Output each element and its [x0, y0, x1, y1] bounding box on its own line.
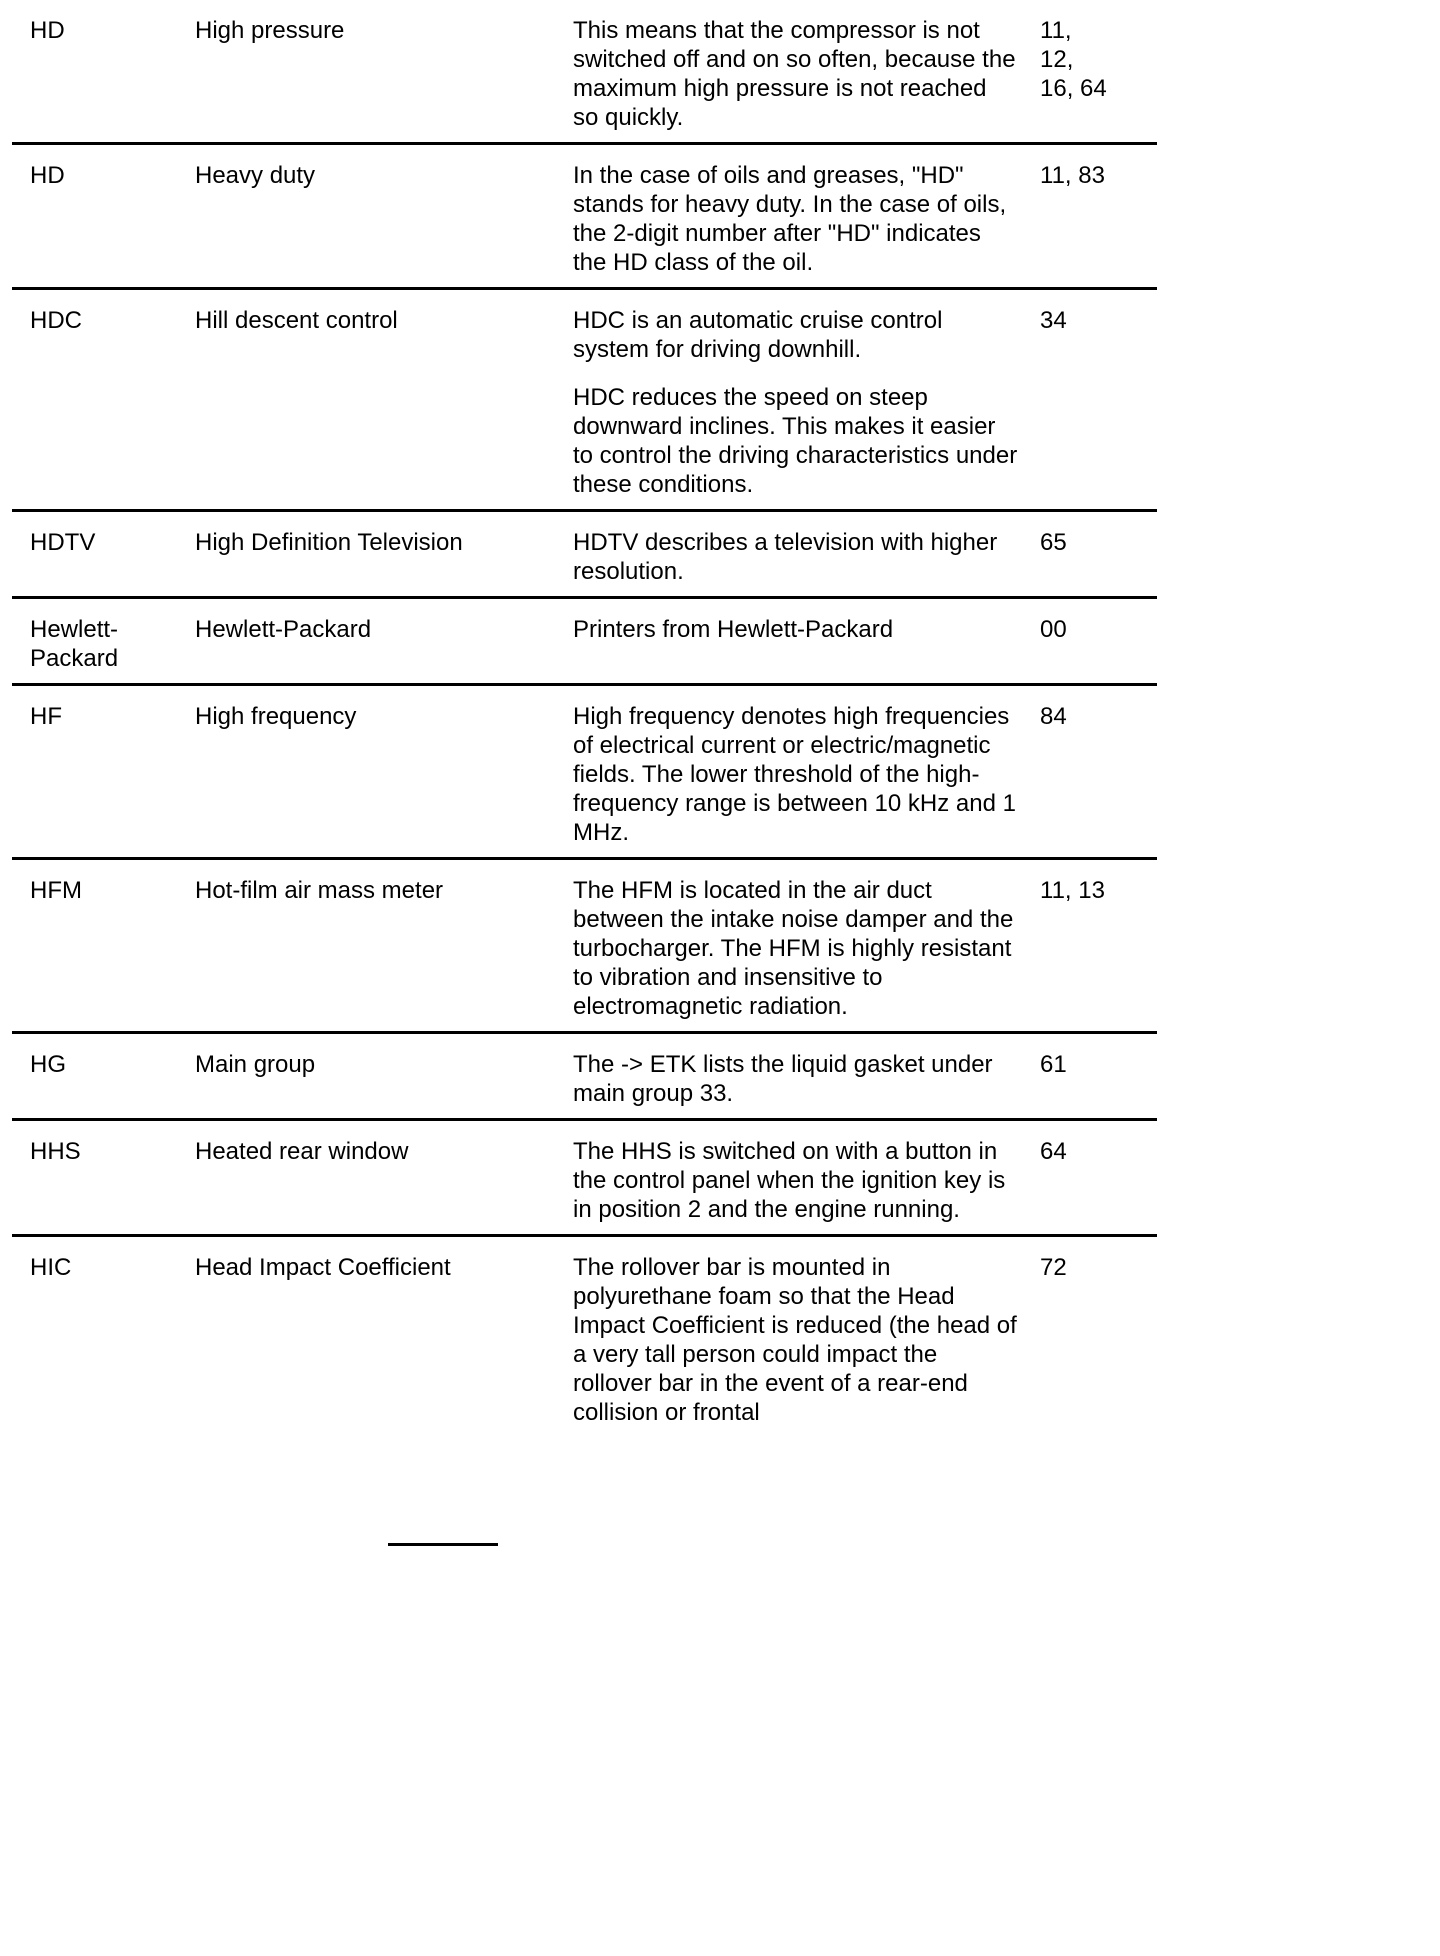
term-cell: Head Impact Coefficient	[195, 1254, 451, 1281]
page-number-line: 64	[1040, 1138, 1067, 1165]
pages-cell	[1040, 615, 1157, 644]
table-row	[12, 145, 1157, 290]
table-row	[12, 1034, 1157, 1121]
table-row	[12, 290, 1157, 512]
description-paragraph: The -> ETK lists the liquid gasket under main group 33.	[573, 1051, 993, 1107]
term-cell: Heavy duty	[195, 162, 316, 189]
pages-cell	[1040, 876, 1157, 905]
pages-cell	[1040, 306, 1157, 335]
description-cell	[573, 702, 1030, 847]
page-number-line: 84	[1040, 703, 1067, 730]
description-paragraph: The HFM is located in the air duct between the intake noise damper and the turbocharger. The HFM is highly resistant to vibration and insensitive to electromagnetic radiation.	[573, 877, 1014, 1020]
table-row	[12, 512, 1157, 599]
description-cell	[573, 876, 1030, 1021]
description-paragraph: The HHS is switched on with a button in the control panel when the ignition key is in position 2 and the engine running.	[573, 1138, 1006, 1223]
pages-cell	[1040, 161, 1157, 190]
pages-cell	[1040, 1253, 1157, 1282]
description-cell	[573, 1137, 1030, 1224]
abbreviation-cell: HD	[30, 162, 65, 189]
page-number-line: 72	[1040, 1254, 1067, 1281]
table-row	[12, 0, 1157, 145]
pages-cell	[1040, 16, 1157, 103]
description-paragraph: Printers from Hewlett-Packard	[573, 616, 894, 643]
description-cell	[573, 1050, 1030, 1108]
description-paragraph: This means that the compressor is not switched off and on so often, because the maximum high pressure is not reached so quickly.	[573, 17, 1016, 131]
pages-cell	[1040, 1050, 1157, 1079]
abbreviation-cell: HHS	[30, 1138, 81, 1165]
page-number-line: 12,	[1040, 46, 1074, 73]
description-cell	[573, 528, 1030, 586]
page-number-line: 16, 64	[1040, 75, 1107, 102]
abbreviation-cell: Hewlett-Packard	[30, 616, 119, 672]
term-cell: Heated rear window	[195, 1138, 409, 1165]
page-number-line: 11,	[1040, 17, 1072, 44]
table-row	[12, 1121, 1157, 1237]
page-number-line: 61	[1040, 1051, 1067, 1078]
page-number-line: 11, 83	[1040, 162, 1105, 189]
scan-artifact-line	[388, 1543, 498, 1546]
term-cell: High Definition Television	[195, 529, 463, 556]
description-paragraph: HDC is an automatic cruise control system for driving downhill.	[573, 307, 943, 363]
term-cell: Hot-film air mass meter	[195, 877, 444, 904]
description-paragraph: In the case of oils and greases, "HD" stands for heavy duty. In the case of oils, the 2-digit number after "HD" indicates the HD class of the oil.	[573, 162, 1007, 276]
abbreviation-cell: HDTV	[30, 529, 96, 556]
pages-cell	[1040, 702, 1157, 731]
abbreviation-cell: HFM	[30, 877, 82, 904]
abbreviation-cell: HDC	[30, 307, 82, 334]
abbreviation-cell: HF	[30, 703, 62, 730]
table-row	[12, 1237, 1157, 1437]
table-row	[12, 599, 1157, 686]
description-cell	[573, 16, 1030, 132]
table-row	[12, 860, 1157, 1034]
table-row	[12, 686, 1157, 860]
term-cell: Hill descent control	[195, 307, 398, 334]
page-number-line: 11, 13	[1040, 877, 1105, 904]
description-cell	[573, 306, 1030, 499]
description-paragraph: HDTV describes a television with higher resolution.	[573, 529, 998, 585]
description-cell	[573, 615, 1030, 644]
abbreviation-cell: HG	[30, 1051, 66, 1078]
glossary-table	[12, 0, 1157, 1437]
term-cell: Main group	[195, 1051, 316, 1078]
term-cell: Hewlett-Packard	[195, 616, 372, 643]
page-number-line: 00	[1040, 616, 1067, 643]
term-cell: High frequency	[195, 703, 357, 730]
description-paragraph: HDC reduces the speed on steep downward inclines. This makes it easier to control the driving characteristics under these conditions.	[573, 384, 1018, 498]
abbreviation-cell: HD	[30, 17, 65, 44]
page-number-line: 65	[1040, 529, 1067, 556]
pages-cell	[1040, 1137, 1157, 1166]
description-cell	[573, 161, 1030, 277]
description-paragraph: The rollover bar is mounted in polyurethane foam so that the Head Impact Coefficient is reduced (the head of a very tall person could impact the rollover bar in the event of a rear-end collision or frontal	[573, 1254, 1017, 1426]
term-cell: High pressure	[195, 17, 345, 44]
description-paragraph: High frequency denotes high frequencies of electrical current or electric/magnetic fields. The lower threshold of the high-frequency range is between 10 kHz and 1 MHz.	[573, 703, 1016, 846]
description-cell	[573, 1253, 1030, 1427]
pages-cell	[1040, 528, 1157, 557]
abbreviation-cell: HIC	[30, 1254, 72, 1281]
page-number-line: 34	[1040, 307, 1067, 334]
